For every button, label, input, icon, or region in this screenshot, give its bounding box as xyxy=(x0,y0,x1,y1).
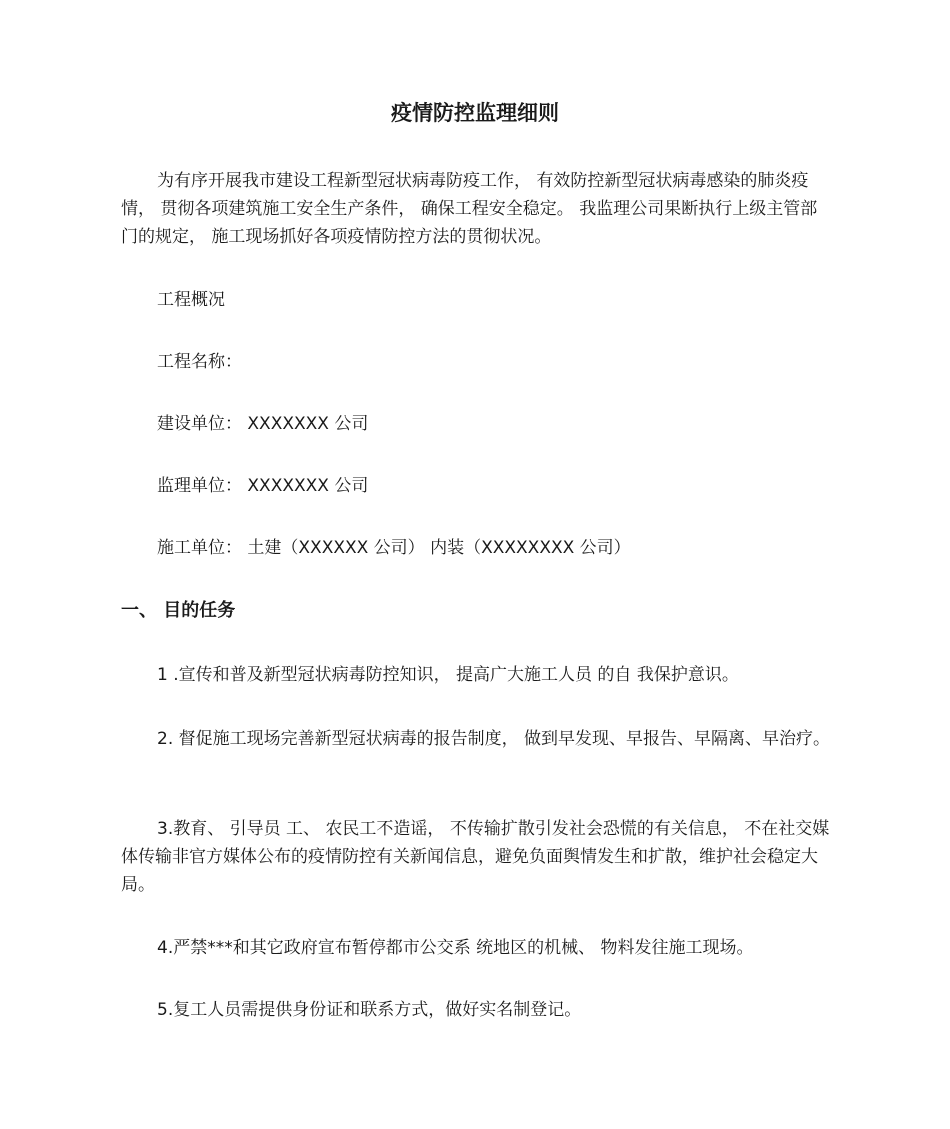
overview-label: 工程概况 xyxy=(157,290,225,310)
list-item: 2. 督促施工现场完善新型冠状病毒的报告制度， 做到早发现、早报告、早隔离、早治疗。 xyxy=(157,729,831,749)
construction-unit-line: 建设单位： XXXXXXX 公司 xyxy=(157,414,369,434)
intro-paragraph: 为有序开展我市建设工程新型冠状病毒防疫工作， 有效防控新型冠状病毒感染的肺炎疫情， 贯彻各项建筑施工安全生产条件， 确保工程安全稳定。 我监理公司果断执行上级主管部门的规定， 施工现场抓好各项疫情防控方法的贯彻状况。 xyxy=(121,171,818,247)
supervision-unit-line: 监理单位： XXXXXXX 公司 xyxy=(157,476,369,496)
list-item: 3.教育、 引导员 工、 农民工不造谣， 不传输扩散引发社会恐慌的有关信息， 不在社交媒体传输非官方媒体公布的疫情防控有关新闻信息，避免负面舆情发生和扩散，维护社会稳定大局。 xyxy=(121,819,830,895)
project-name-line: 工程名称： xyxy=(157,352,242,372)
list-item: 5.复工人员需提供身份证和联系方式，做好实名制登记。 xyxy=(157,1000,582,1020)
list-item: 1 .宣传和普及新型冠状病毒防控知识， 提高广大施工人员 的自 我保护意识。 xyxy=(157,665,739,685)
section-heading-objectives: 一、 目的任务 xyxy=(121,600,236,621)
document-title: 疫情防控监理细则 xyxy=(391,101,559,125)
builder-unit-line: 施工单位： 土建（XXXXXX 公司） 内装（XXXXXXXX 公司） xyxy=(157,538,631,558)
list-item: 4.严禁***和其它政府宣布暂停都市公交系 统地区的机械、 物料发往施工现场。 xyxy=(157,938,754,958)
